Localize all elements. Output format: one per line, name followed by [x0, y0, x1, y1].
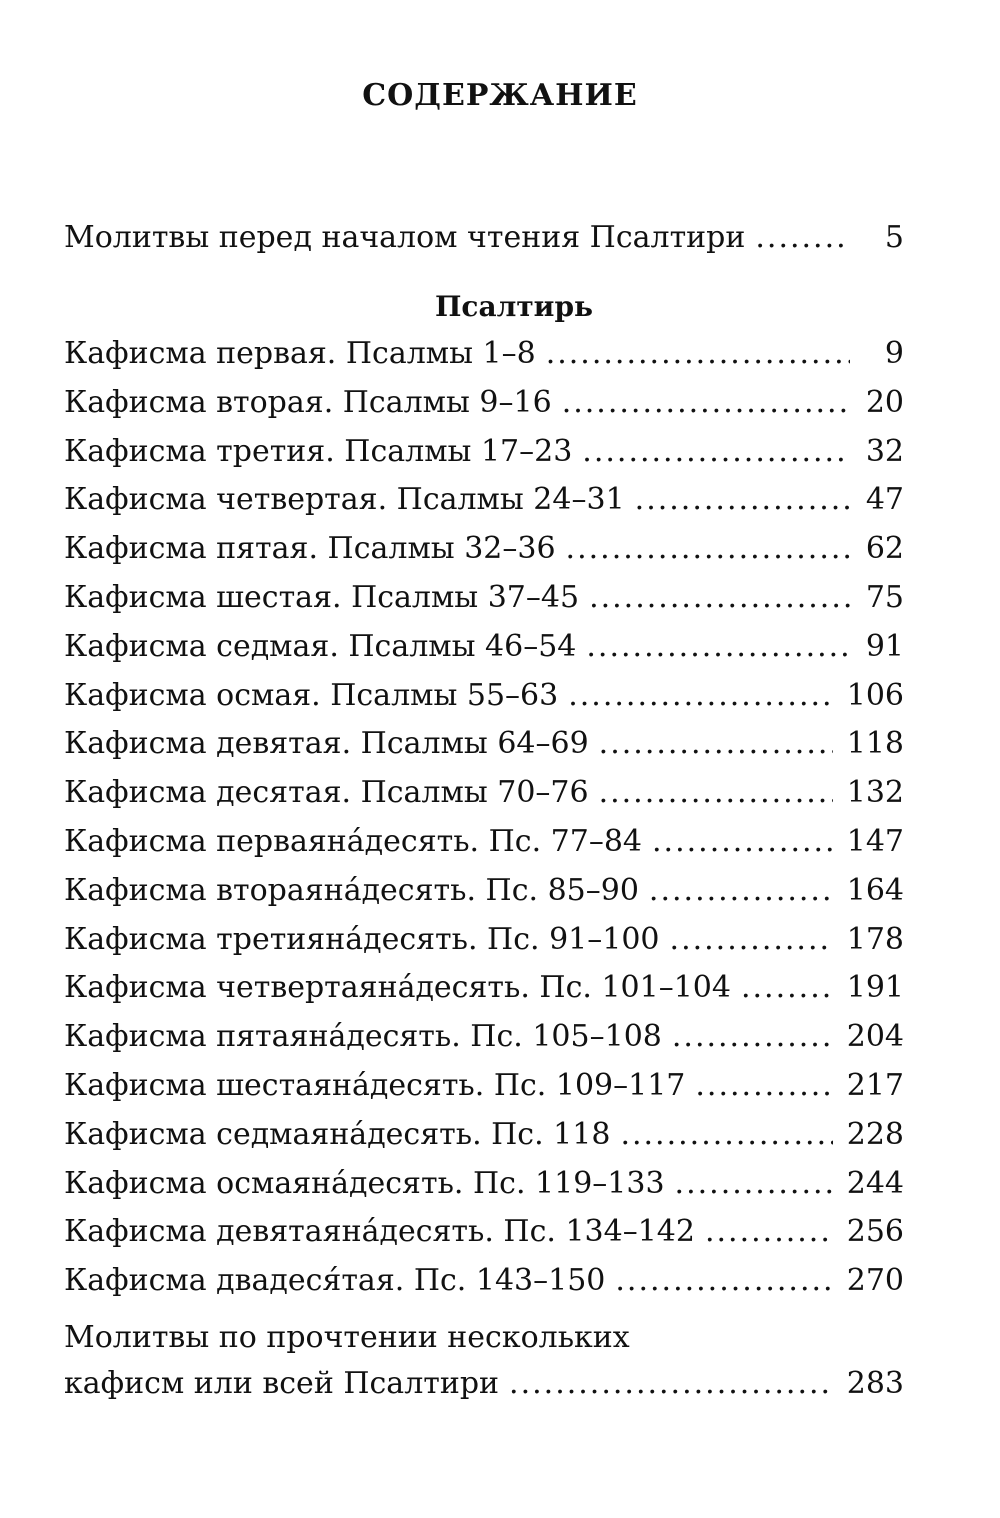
toc-entry-page: 270: [846, 1263, 904, 1299]
toc-entry[interactable]: [64, 726, 904, 775]
dot-leader: [670, 922, 833, 957]
toc-entry[interactable]: [64, 775, 904, 824]
toc-entry-label: Кафисма шестая. Псалмы 37–45: [64, 579, 580, 615]
dot-leader: [599, 775, 833, 810]
toc-entry-closing-prayers[interactable]: [64, 1320, 904, 1415]
toc-entry-label: Кафисма пятаяна́десять. Пс. 105–108: [64, 1019, 662, 1055]
toc-entry[interactable]: [64, 482, 904, 531]
toc-entry-page: 47: [865, 482, 904, 518]
toc-entry[interactable]: [64, 385, 904, 434]
toc-entry-label: Кафисма четвертая. Псалмы 24–31: [64, 482, 625, 518]
toc-entry-label: Кафисма четвертаяна́десять. Пс. 101–104: [64, 970, 731, 1006]
toc-entry-label: Кафисма десятая. Псалмы 70–76: [64, 775, 589, 811]
dot-leader: [562, 385, 850, 420]
toc-entry[interactable]: [64, 580, 904, 629]
toc-entry-page: 106: [846, 677, 904, 713]
toc-entry-intro-prayers[interactable]: [64, 220, 904, 278]
toc-entry-page: 20: [865, 384, 904, 420]
toc-entry-page: 91: [865, 628, 904, 664]
toc-entry-page: 32: [865, 433, 904, 469]
toc-entry-label: Кафисма третия. Псалмы 17–23: [64, 433, 573, 469]
toc-entry[interactable]: [64, 824, 904, 873]
toc-entry-page: 5: [884, 220, 904, 255]
dot-leader: [599, 726, 833, 761]
dot-leader: [620, 1117, 832, 1152]
toc-entry-label: Кафисма седмаяна́десять. Пс. 118: [64, 1116, 611, 1152]
toc-entry-label-line2: кафисм или всей Псалтири: [64, 1365, 500, 1401]
toc-entry[interactable]: [64, 678, 904, 727]
dot-leader: [509, 1366, 833, 1401]
dot-leader: [586, 629, 850, 664]
toc-entry-page: 132: [846, 775, 904, 811]
toc-entry-page: 204: [846, 1019, 904, 1055]
toc-entry[interactable]: [64, 1068, 904, 1117]
dot-leader: [649, 873, 833, 908]
toc-entry[interactable]: [64, 1263, 904, 1312]
toc-entry-page: 228: [846, 1116, 904, 1152]
toc-entry-label: Кафисма пятая. Псалмы 32–36: [64, 531, 556, 567]
toc-entry[interactable]: [64, 434, 904, 483]
toc-entry-label: Кафисма девятая. Псалмы 64–69: [64, 726, 589, 762]
toc-entry-page: 9: [884, 336, 904, 371]
toc-entry-label: Кафисма третияна́десять. Пс. 91–100: [64, 921, 660, 957]
toc-entry[interactable]: [64, 629, 904, 678]
toc-entry-label: Кафисма вторая. Псалмы 9–16: [64, 384, 552, 420]
toc-entry-label: Кафисма перваяна́десять. Пс. 77–84: [64, 823, 643, 859]
section-heading: Псалтирь: [434, 290, 594, 323]
dot-leader: [672, 1019, 833, 1054]
toc-entry[interactable]: [64, 531, 904, 580]
dot-leader: [652, 824, 833, 859]
toc-entry-label: Кафисма осмаяна́десять. Пс. 119–133: [64, 1165, 665, 1201]
toc-entry[interactable]: [64, 922, 904, 971]
toc-entry-page: 147: [846, 823, 904, 859]
toc-entry-page: 256: [846, 1214, 904, 1250]
toc-entry-page: 283: [846, 1365, 904, 1401]
toc-entry-label: Кафисма осмая. Псалмы 55–63: [64, 677, 559, 713]
dot-leader: [635, 482, 850, 517]
table-of-contents: [64, 220, 904, 1415]
toc-entries: [64, 336, 904, 1312]
dot-leader: [705, 1214, 833, 1249]
toc-entry[interactable]: [64, 336, 904, 385]
toc-entry[interactable]: [64, 1214, 904, 1263]
toc-entry[interactable]: [64, 970, 904, 1019]
toc-entry[interactable]: [64, 873, 904, 922]
dot-leader: [568, 678, 833, 713]
dot-leader: [582, 434, 850, 469]
toc-entry-label: Кафисма втораяна́десять. Пс. 85–90: [64, 872, 639, 908]
toc-entry-label: Молитвы перед началом чтения Псалтири: [64, 220, 746, 255]
dot-leader: [755, 220, 850, 255]
dot-leader: [695, 1068, 832, 1103]
toc-entry-label: Кафисма шестаяна́десять. Пс. 109–117: [64, 1067, 686, 1103]
toc-entry-label: Кафисма первая. Псалмы 1–8: [64, 336, 536, 371]
toc-entry-page: 191: [846, 970, 904, 1006]
toc-entry[interactable]: [64, 1019, 904, 1068]
toc-entry-label: Кафисма двадеся́тая. Пс. 143–150: [64, 1263, 606, 1299]
toc-entry[interactable]: [64, 1117, 904, 1166]
toc-entry-page: 217: [846, 1067, 904, 1103]
toc-entry-label: Кафисма девятаяна́десять. Пс. 134–142: [64, 1214, 695, 1250]
dot-leader: [741, 970, 833, 1005]
toc-entry-page: 118: [846, 726, 904, 762]
toc-entry-page: 164: [846, 872, 904, 908]
toc-entry-label: Кафисма седмая. Псалмы 46–54: [64, 628, 577, 664]
toc-entry-page: 178: [846, 921, 904, 957]
toc-entry-page: 75: [865, 579, 904, 615]
toc-entry-label-line1: Молитвы по прочтении нескольких: [64, 1319, 630, 1355]
page-title: СОДЕРЖАНИЕ: [362, 78, 638, 113]
toc-entry-page: 244: [846, 1165, 904, 1201]
dot-leader: [675, 1166, 833, 1201]
toc-entry[interactable]: [64, 1166, 904, 1215]
toc-entry-page: 62: [865, 531, 904, 567]
dot-leader: [615, 1263, 832, 1298]
dot-leader: [589, 580, 850, 615]
dot-leader: [566, 531, 850, 566]
dot-leader: [546, 336, 850, 371]
